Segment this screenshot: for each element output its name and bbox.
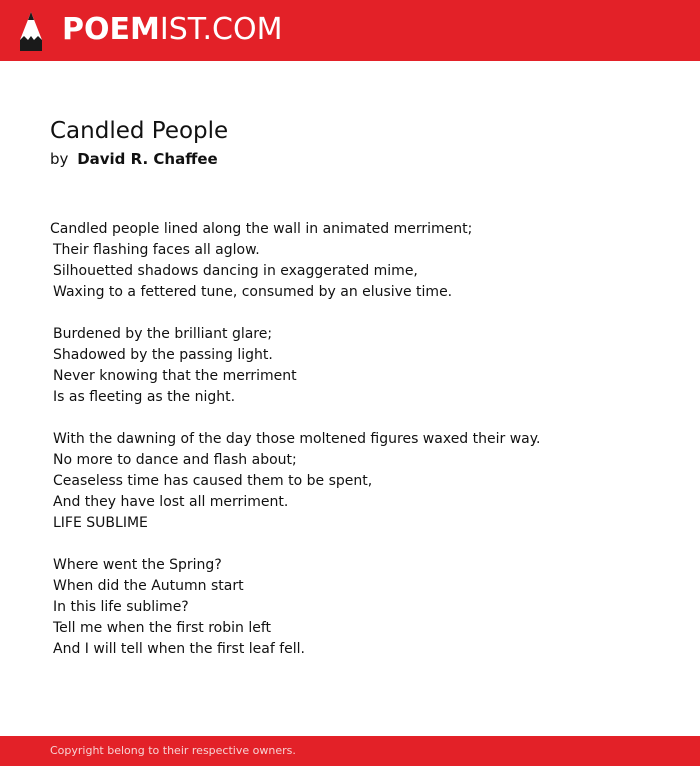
stanza-break: [50, 408, 660, 429]
poem-byline: [50, 148, 218, 170]
poem-line: LIFE SUBLIME: [53, 515, 148, 531]
author-name: David R. Chaffee: [77, 150, 218, 168]
site-footer: [0, 736, 700, 766]
poem-line: And they have lost all merriment.: [53, 494, 289, 510]
poem-line: Tell me when the first robin left: [53, 620, 271, 636]
poem-body: [50, 219, 660, 660]
site-logo[interactable]: [62, 12, 282, 48]
poem-line: When did the Autumn start: [53, 578, 244, 594]
pencil-tip-icon: [18, 10, 44, 52]
poem-line: Where went the Spring?: [53, 557, 222, 573]
stanza-break: [50, 534, 660, 555]
poem-line: Silhouetted shadows dancing in exaggerated mime,: [53, 263, 418, 279]
poem-line: Candled people lined along the wall in animated merriment;: [50, 221, 473, 237]
poem-line: Their flashing faces all aglow.: [53, 242, 260, 258]
poem-line: Waxing to a fettered tune, consumed by an elusive time.: [53, 284, 453, 300]
poem-line: Never knowing that the merriment: [53, 368, 297, 384]
copyright-notice: Copyright belong to their respective owners.: [50, 744, 296, 757]
poem-line: In this life sublime?: [53, 599, 189, 615]
poem-line: With the dawning of the day those moltened figures waxed their way.: [53, 431, 541, 447]
poem-line: Is as fleeting as the night.: [53, 389, 236, 405]
logo-bold-text: POEM: [62, 12, 160, 47]
site-header: [0, 0, 700, 61]
poem-line: And I will tell when the first leaf fell.: [53, 641, 305, 657]
stanza-break: [50, 303, 660, 324]
poem-line: Shadowed by the passing light.: [53, 347, 273, 363]
by-label: by: [50, 150, 69, 168]
logo-light-text: IST.COM: [159, 12, 283, 47]
poem-line: Ceaseless time has caused them to be spent,: [53, 473, 373, 489]
poem-line: No more to dance and flash about;: [53, 452, 297, 468]
poem-line: Burdened by the brilliant glare;: [53, 326, 273, 342]
poem-title: Candled People: [50, 118, 229, 144]
